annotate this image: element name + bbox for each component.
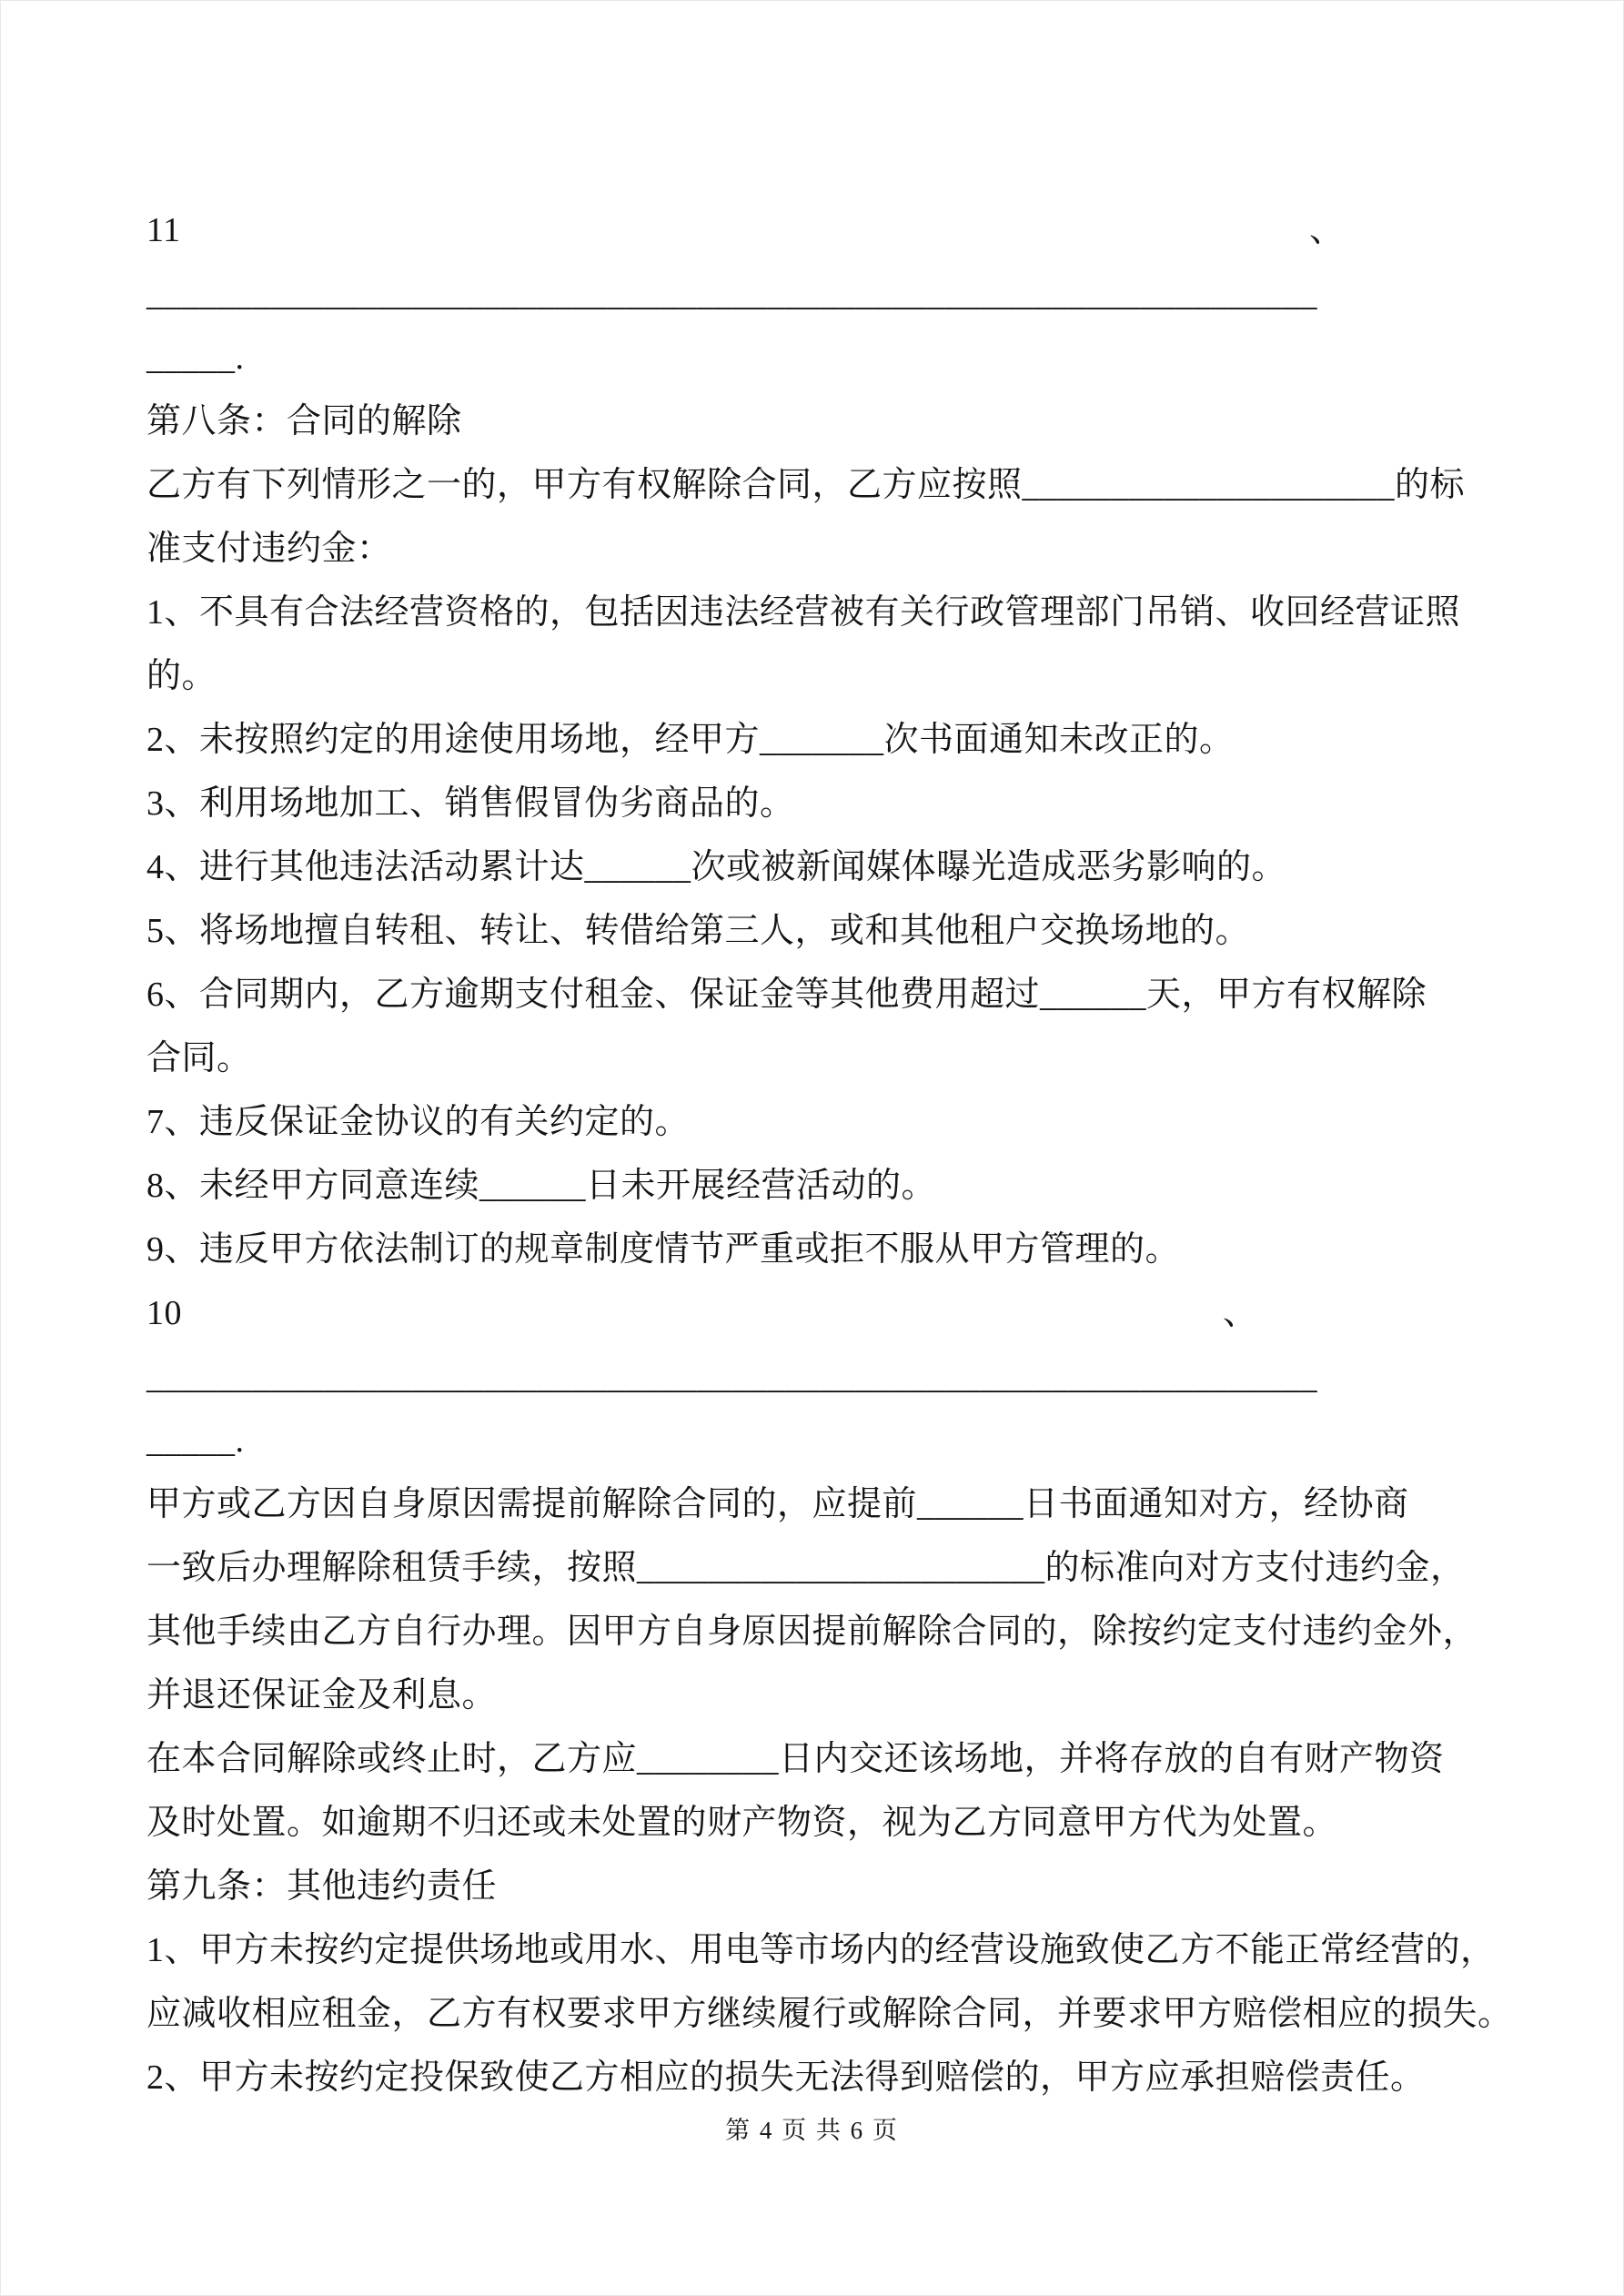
early-termination-line-3: 其他手续由乙方自行办理。因甲方自身原因提前解除合同的，除按约定支付违约金外， [146, 1613, 1478, 1651]
blank-fill-line-1: __________________________________________________________________ [146, 275, 1317, 313]
item-10-number-line [146, 1281, 1505, 1345]
clause-8-item-1-line-2: 的。 [146, 657, 217, 695]
item-11-enumeration-comma: 、 [1309, 211, 1345, 249]
site-return-line-2: 及时处置。如逾期不归还或未处置的财产物资，视为乙方同意甲方代为处置。 [146, 1804, 1338, 1842]
clause-8-item-6-line-2: 合同。 [146, 1039, 252, 1077]
early-termination-line-1: 甲方或乙方因自身原因需提前解除合同的，应提前______日书面通知对方，经协商 [146, 1485, 1409, 1523]
clause-9-item-2: 2、甲方未按约定投保致使乙方相应的损失无法得到赔偿的，甲方应承担赔偿责任。 [146, 2058, 1426, 2097]
clause-8-intro-line-1: 乙方有下列情形之一的，甲方有权解除合同，乙方应按照_____________________的标 [146, 466, 1466, 504]
clause-8-item-5: 5、将场地擅自转租、转让、转借给第三人，或和其他租户交换场地的。 [146, 912, 1251, 950]
clause-9-heading: 第九条：其他违约责任 [146, 1867, 498, 1906]
blank-fill-end-1: _____. [146, 339, 245, 377]
clause-8-item-8: 8、未经甲方同意连续______日未开展经营活动的。 [146, 1167, 937, 1205]
clause-8-intro-line-2: 准支付违约金： [146, 530, 392, 568]
item-10-number: 10 [146, 1294, 182, 1332]
clause-8-item-6-line-1: 6、合同期内，乙方逾期支付租金、保证金等其他费用超过______天，甲方有权解除 [146, 976, 1427, 1014]
item-11-number: 11 [146, 211, 181, 249]
clause-8-item-4: 4、进行其他违法活动累计达______次或被新闻媒体曝光造成恶劣影响的。 [146, 848, 1287, 886]
early-termination-line-2: 一致后办理解除租赁手续，按照_______________________的标准向对方支付违约金， [146, 1549, 1466, 1587]
clause-8-item-2: 2、未按照约定的用途使用场地，经甲方_______次书面通知未改正的。 [146, 721, 1235, 759]
clause-9-item-1-line-2: 应减收相应租金，乙方有权要求甲方继续履行或解除合同，并要求甲方赔偿相应的损失。 [146, 1995, 1513, 2033]
page-footer: 第 4 页 共 6 页 [725, 2117, 899, 2144]
blank-fill-line-2: __________________________________________________________________ [146, 1358, 1317, 1396]
clause-9-item-1-line-1: 1、甲方未按约定提供场地或用水、用电等市场内的经营设施致使乙方不能正常经营的， [146, 1931, 1496, 1969]
contract-body [146, 198, 1513, 2109]
item-10-enumeration-comma: 、 [1223, 1294, 1258, 1332]
site-return-line-1: 在本合同解除或终止时，乙方应________日内交还该场地，并将存放的自有财产物资 [146, 1740, 1445, 1778]
clause-8-item-3: 3、利用场地加工、销售假冒伪劣商品的。 [146, 784, 795, 823]
item-11-number-line [146, 198, 1505, 262]
blank-fill-end-2: _____. [146, 1421, 245, 1460]
clause-8-item-1-line-1: 1、不具有合法经营资格的，包括因违法经营被有关行政管理部门吊销、收回经营证照 [146, 593, 1461, 632]
clause-8-item-9: 9、违反甲方依法制订的规章制度情节严重或拒不服从甲方管理的。 [146, 1230, 1181, 1269]
clause-8-heading: 第八条：合同的解除 [146, 402, 462, 440]
early-termination-line-4: 并退还保证金及利息。 [146, 1676, 498, 1714]
clause-8-item-7: 7、违反保证金协议的有关约定的。 [146, 1103, 691, 1141]
